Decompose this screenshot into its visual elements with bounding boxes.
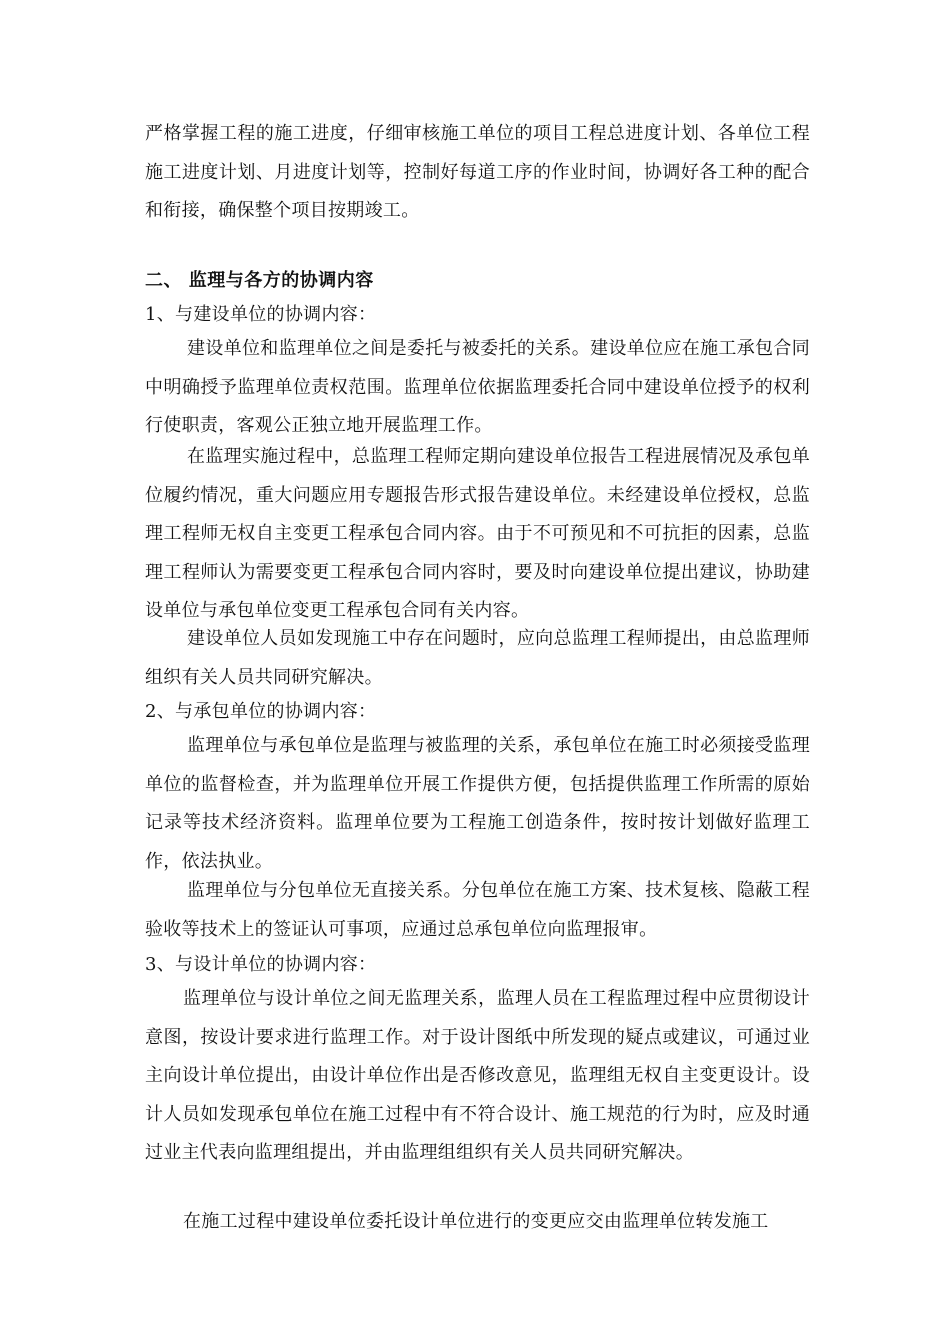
paragraph-1-2: 在监理实施过程中，总监理工程师定期向建设单位报告工程进展情况及承包单位履约情况，重大问题应用专题报告形式报告建设单位。未经建设单位授权，总监理工程师无权自主变更工程承包合同内容。由于不可预见和不可抗拒的因素，总监理工程师认为需要变更工程承包合同内容时，要及时向建设单位提出建议，协助建设单位与承包单位变更工程承包合同有关内容。 [145, 446, 810, 621]
subsection-title-3: 3、与设计单位的协调内容： [145, 954, 377, 975]
paragraph-1-3: 建设单位人员如发现施工中存在问题时，应向总监理工程师提出，由总监理师组织有关人员共同研究解决。 [145, 628, 810, 688]
intro-paragraph: 严格掌握工程的施工进度，仔细审核施工单位的项目工程总进度计划、各单位工程施工进度计划、月进度计划等，控制好每道工序的作业时间，协调好各工种的配合和衔接，确保整个项目按期竣工。 [145, 123, 810, 221]
subsection-title-2: 2、与承包单位的协调内容： [145, 701, 377, 722]
paragraph-2-2: 监理单位与分包单位无直接关系。分包单位在施工方案、技术复核、隐蔽工程验收等技术上的签证认可事项，应通过总承包单位向监理报审。 [145, 880, 810, 940]
paragraph-3-2: 在施工过程中建设单位委托设计单位进行的变更应交由监理单位转发施工 [183, 1211, 769, 1232]
subsection-title-1: 1、与建设单位的协调内容： [145, 304, 377, 325]
paragraph-1-1: 建设单位和监理单位之间是委托与被委托的关系。建设单位应在施工承包合同中明确授予监理单位责权范围。监理单位依据监理委托合同中建设单位授予的权利行使职责，客观公正独立地开展监理工作。 [145, 338, 810, 436]
section-heading: 二、 监理与各方的协调内容 [145, 270, 374, 291]
paragraph-2-1: 监理单位与承包单位是监理与被监理的关系，承包单位在施工时必须接受监理单位的监督检查，并为监理单位开展工作提供方便，包括提供监理工作所需的原始记录等技术经济资料。监理单位要为工程施工创造条件，按时按计划做好监理工作，依法执业。 [145, 735, 810, 872]
paragraph-3-1: 监理单位与设计单位之间无监理关系，监理人员在工程监理过程中应贯彻设计意图，按设计要求进行监理工作。对于设计图纸中所发现的疑点或建议，可通过业主向设计单位提出，由设计单位作出是否修改意见，监理组无权自主变更设计。设计人员如发现承包单位在施工过程中有不符合设计、施工规范的行为时，应及时通过业主代表向监理组提出，并由监理组组织有关人员共同研究解决。 [145, 988, 810, 1163]
